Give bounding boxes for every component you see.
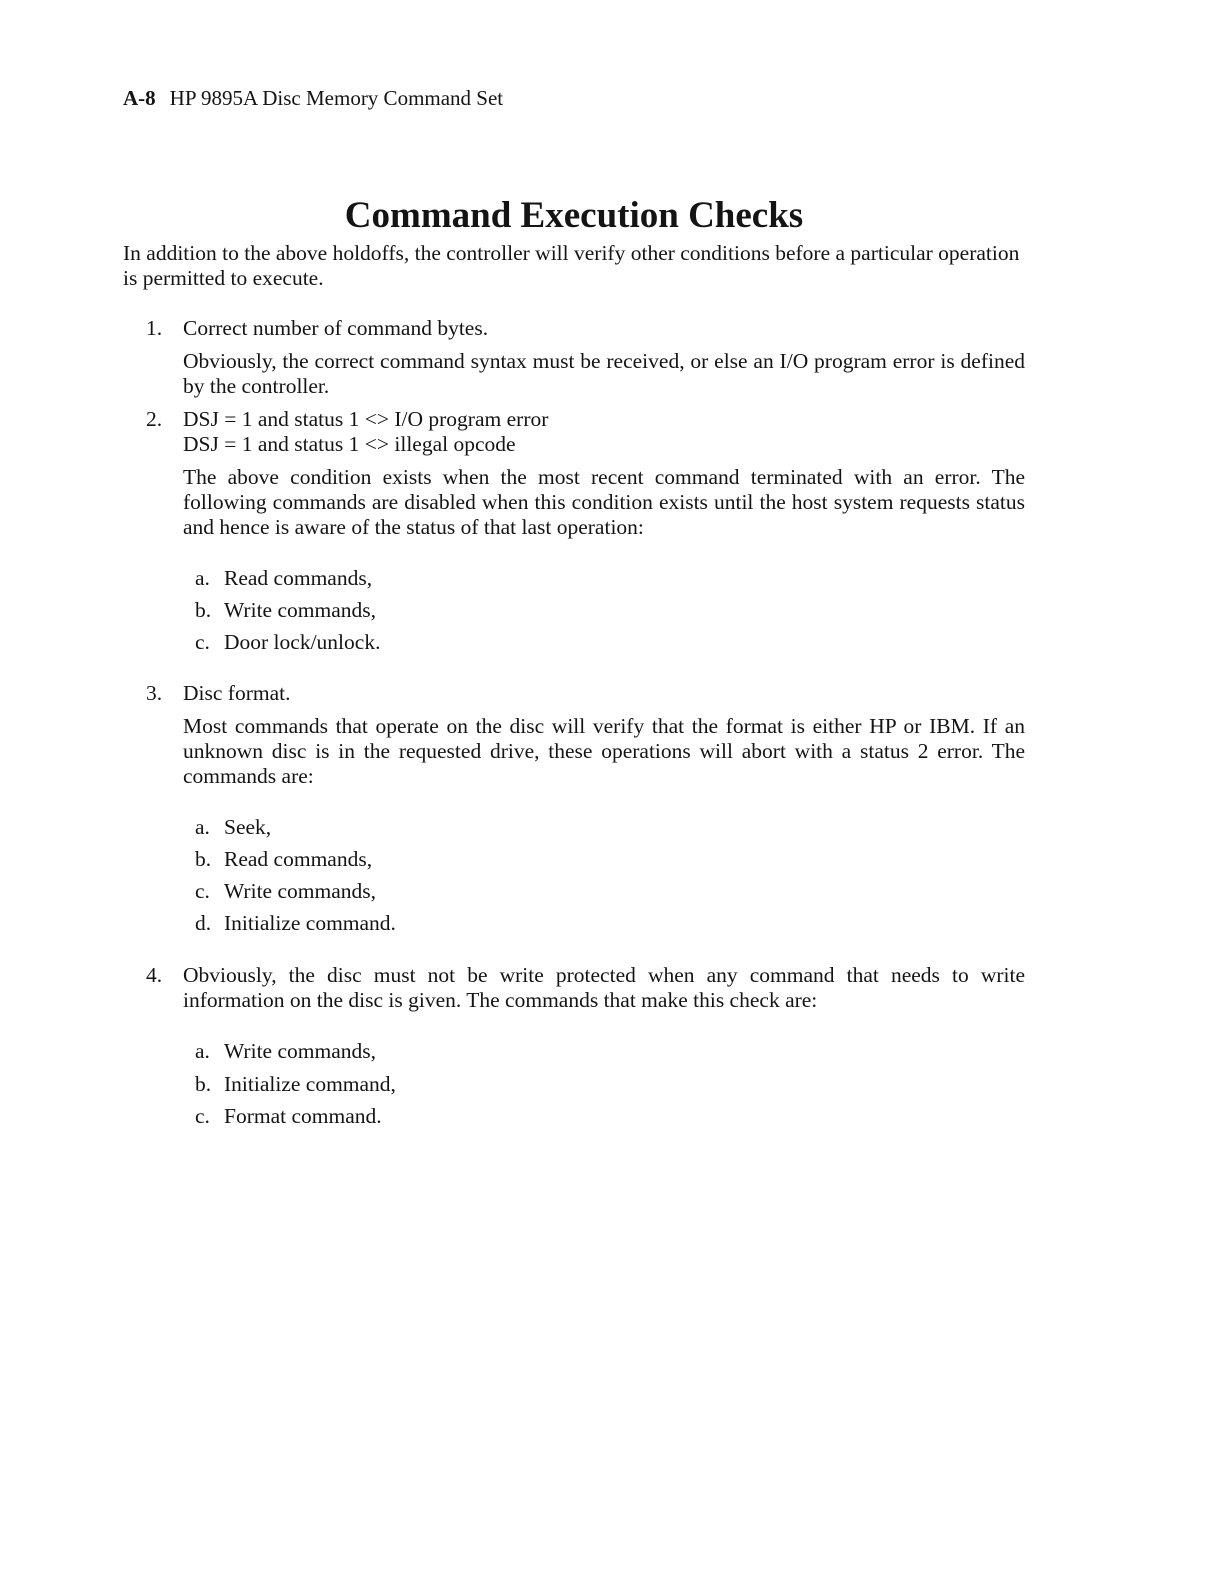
item-heading: Disc format. — [183, 681, 291, 705]
item-body: Most commands that operate on the disc will verify that the format is either HP or IBM. If an unknown disc is in the requested drive, these operations will abort with a status 2 error. The commands are: — [183, 714, 1025, 788]
item-number: 1. — [146, 316, 163, 340]
subitem-letter: b. — [195, 1072, 212, 1096]
item-number: 3. — [146, 681, 163, 705]
subitem-text: Initialize command, — [224, 1072, 396, 1096]
item-body: Obviously, the disc must not be write protected when any command that needs to write information on the disc is given. The commands that make this check are: — [183, 963, 1025, 1012]
page-number: A-8 — [123, 86, 156, 110]
subitem-letter: c. — [195, 879, 210, 903]
subitem-letter: a. — [195, 1039, 210, 1063]
running-title: HP 9895A Disc Memory Command Set — [169, 86, 504, 110]
subitem-text: Write commands, — [224, 1039, 376, 1063]
subitem-text: Read commands, — [224, 847, 373, 871]
page-title: Command Execution Checks — [344, 195, 804, 236]
subitem-text: Seek, — [224, 815, 272, 839]
page-header — [123, 86, 503, 111]
subitem-letter: b. — [195, 598, 212, 622]
item-heading-line-2: DSJ = 1 and status 1 <> illegal opcode — [183, 432, 516, 456]
subitem-letter: d. — [195, 911, 212, 935]
item-heading: DSJ = 1 and status 1 <> I/O program error — [183, 407, 549, 431]
item-number: 4. — [146, 963, 163, 987]
item-heading: Correct number of command bytes. — [183, 316, 489, 340]
subitem-text: Initialize command. — [224, 911, 396, 935]
item-body: The above condition exists when the most recent command terminated with an error. The following commands are disabled when this condition exists until the host system requests status and hence is aware of the status of that last operation: — [183, 465, 1025, 539]
item-number: 2. — [146, 407, 163, 431]
item-body: Obviously, the correct command syntax must be received, or else an I/O program error is defined by the controller. — [183, 349, 1025, 398]
subitem-text: Write commands, — [224, 598, 376, 622]
subitem-text: Write commands, — [224, 879, 376, 903]
subitem-text: Format command. — [224, 1104, 382, 1128]
subitem-letter: a. — [195, 566, 210, 590]
subitem-letter: a. — [195, 815, 210, 839]
subitem-text: Read commands, — [224, 566, 373, 590]
subitem-letter: c. — [195, 1104, 210, 1128]
subitem-letter: c. — [195, 630, 210, 654]
subitem-letter: b. — [195, 847, 212, 871]
intro-paragraph: In addition to the above holdoffs, the controller will verify other conditions before a particular operation is permitted to execute. — [123, 241, 1020, 290]
subitem-text: Door lock/unlock. — [224, 630, 381, 654]
